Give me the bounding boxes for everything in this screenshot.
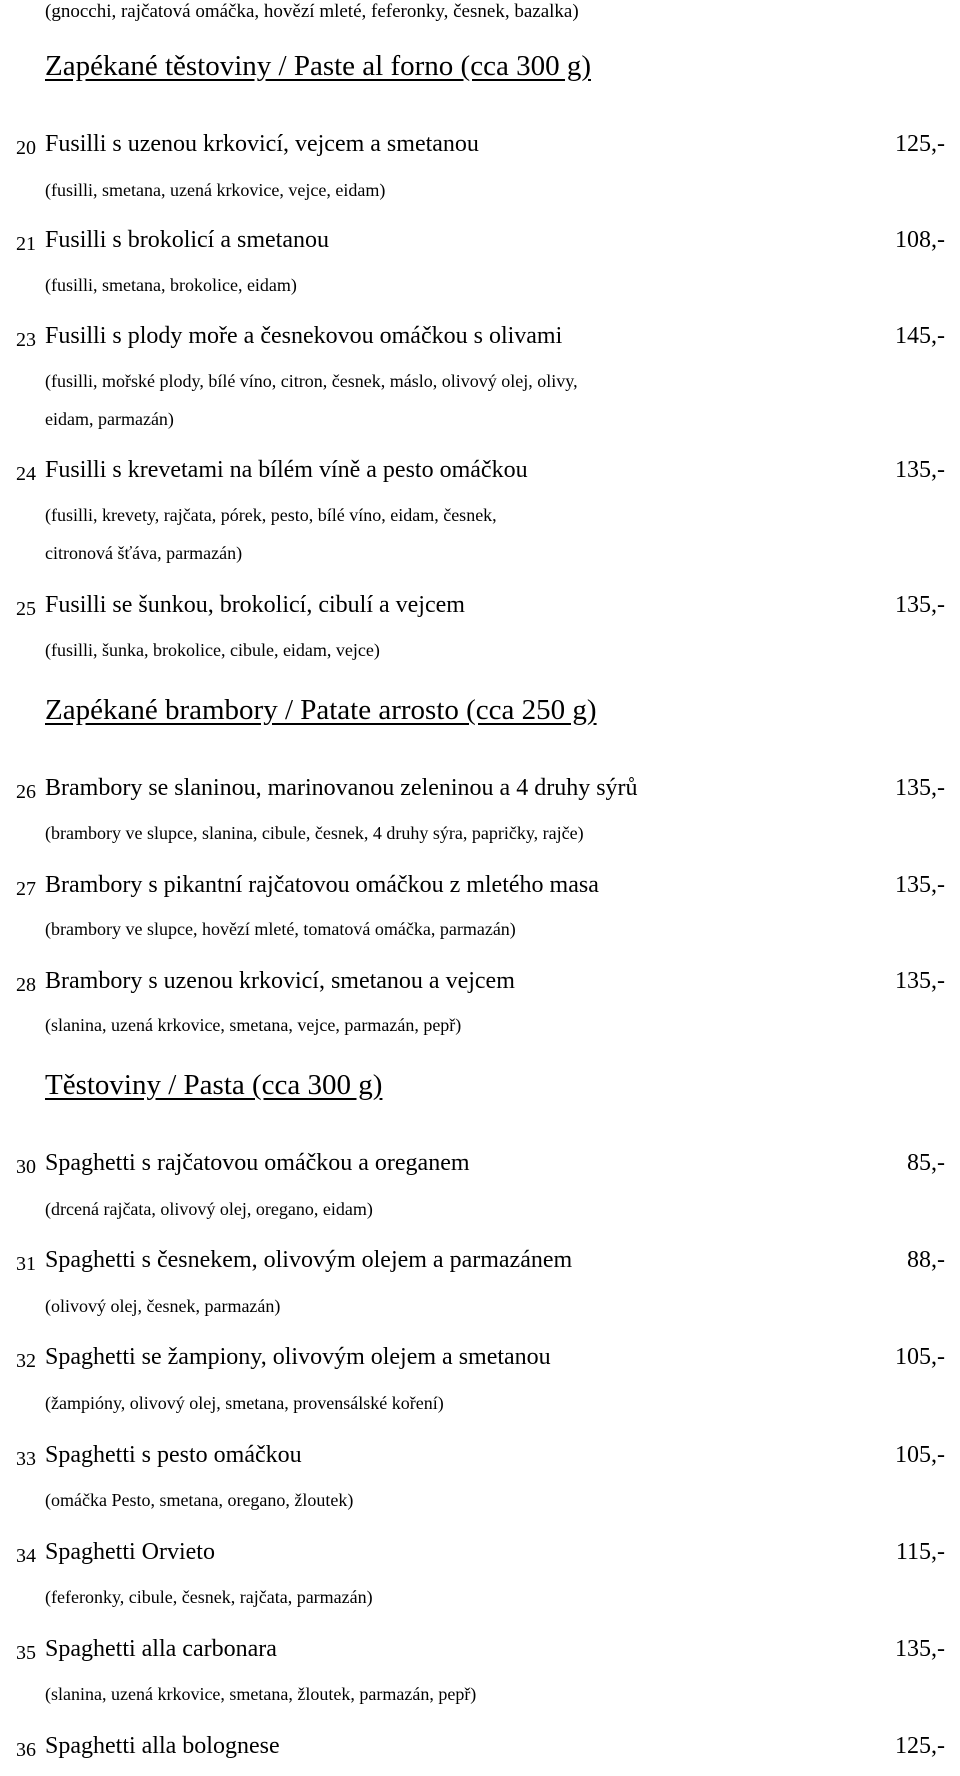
item-price: 105,- bbox=[895, 1442, 945, 1468]
item-number: 27 bbox=[16, 878, 36, 900]
item-number: 25 bbox=[16, 598, 36, 620]
item-description: (slanina, uzená krkovice, smetana, vejce, parmazán, pepř) bbox=[45, 1015, 462, 1035]
menu-item bbox=[0, 775, 960, 809]
menu-item bbox=[0, 323, 960, 357]
item-price: 105,- bbox=[895, 1344, 945, 1370]
section-title-baked-potatoes: Zapékané brambory / Patate arrosto (cca 250 g) bbox=[45, 694, 597, 726]
item-description: (brambory ve slupce, slanina, cibule, česnek, 4 druhy sýra, papričky, rajče) bbox=[45, 823, 584, 843]
item-number: 31 bbox=[16, 1253, 36, 1275]
item-price: 135,- bbox=[895, 457, 945, 483]
item-number: 21 bbox=[16, 233, 36, 255]
item-name: Spaghetti se žampiony, olivovým olejem a smetanou bbox=[45, 1344, 551, 1370]
menu-item bbox=[0, 1150, 960, 1184]
previous-item-description: (gnocchi, rajčatová omáčka, hovězí mleté, feferonky, česnek, bazalka) bbox=[45, 1, 579, 22]
item-description: (fusilli, smetana, uzená krkovice, vejce, eidam) bbox=[45, 180, 386, 200]
item-name: Brambory s pikantní rajčatovou omáčkou z mletého masa bbox=[45, 872, 599, 898]
item-price: 135,- bbox=[895, 968, 945, 994]
item-description: (drcená rajčata, olivový olej, oregano, eidam) bbox=[45, 1199, 373, 1219]
item-price: 145,- bbox=[895, 323, 945, 349]
item-description: (fusilli, mořské plody, bílé víno, citron, česnek, máslo, olivový olej, olivy, bbox=[45, 371, 578, 391]
item-name: Fusilli s brokolicí a smetanou bbox=[45, 227, 329, 253]
menu-item bbox=[0, 1636, 960, 1670]
item-price: 88,- bbox=[907, 1247, 945, 1273]
item-number: 35 bbox=[16, 1642, 36, 1664]
item-name: Brambory s uzenou krkovicí, smetanou a vejcem bbox=[45, 968, 515, 994]
item-number: 33 bbox=[16, 1448, 36, 1470]
section-title-baked-pasta: Zapékané těstoviny / Paste al forno (cca 300 g) bbox=[45, 50, 591, 82]
item-description: (fusilli, smetana, brokolice, eidam) bbox=[45, 275, 297, 295]
item-number: 30 bbox=[16, 1156, 36, 1178]
item-price: 115,- bbox=[895, 1539, 945, 1565]
item-description: (olivový olej, česnek, parmazán) bbox=[45, 1296, 281, 1316]
item-name: Spaghetti alla carbonara bbox=[45, 1636, 277, 1662]
menu-item bbox=[0, 131, 960, 165]
item-description: (fusilli, šunka, brokolice, cibule, eidam, vejce) bbox=[45, 640, 380, 660]
item-name: Spaghetti s česnekem, olivovým olejem a parmazánem bbox=[45, 1247, 573, 1273]
item-price: 135,- bbox=[895, 1636, 945, 1662]
item-description: citronová šťáva, parmazán) bbox=[45, 543, 243, 563]
item-description: (feferonky, cibule, česnek, rajčata, parmazán) bbox=[45, 1587, 373, 1607]
menu-item bbox=[0, 1442, 960, 1476]
item-price: 85,- bbox=[907, 1150, 945, 1176]
item-number: 28 bbox=[16, 974, 36, 996]
item-number: 34 bbox=[16, 1545, 36, 1567]
item-name: Fusilli s krevetami na bílém víně a pesto omáčkou bbox=[45, 457, 528, 483]
item-description: (žampióny, olivový olej, smetana, provensálské koření) bbox=[45, 1393, 444, 1413]
item-price: 135,- bbox=[895, 775, 945, 801]
item-description: eidam, parmazán) bbox=[45, 409, 174, 429]
item-price: 108,- bbox=[895, 227, 945, 253]
menu-item bbox=[0, 227, 960, 261]
menu-item bbox=[0, 1247, 960, 1281]
item-number: 23 bbox=[16, 329, 36, 351]
menu-item bbox=[0, 592, 960, 626]
item-name: Brambory se slaninou, marinovanou zeleninou a 4 druhy sýrů bbox=[45, 775, 638, 801]
item-price: 135,- bbox=[895, 872, 945, 898]
menu-item bbox=[0, 1539, 960, 1573]
item-description: (slanina, uzená krkovice, smetana, žloutek, parmazán, pepř) bbox=[45, 1684, 477, 1704]
item-number: 24 bbox=[16, 463, 36, 485]
menu-item bbox=[0, 872, 960, 906]
item-name: Spaghetti Orvieto bbox=[45, 1539, 215, 1565]
menu-item bbox=[0, 968, 960, 1002]
menu-item bbox=[0, 1733, 960, 1767]
item-price: 125,- bbox=[895, 1733, 945, 1759]
item-name: Spaghetti s rajčatovou omáčkou a oreganem bbox=[45, 1150, 470, 1176]
item-name: Fusilli se šunkou, brokolicí, cibulí a vejcem bbox=[45, 592, 465, 618]
item-description: (omáčka Pesto, smetana, oregano, žloutek) bbox=[45, 1490, 354, 1510]
item-number: 32 bbox=[16, 1350, 36, 1372]
item-name: Fusilli s plody moře a česnekovou omáčkou s olivami bbox=[45, 323, 563, 349]
item-price: 125,- bbox=[895, 131, 945, 157]
menu-item bbox=[0, 1344, 960, 1378]
item-name: Fusilli s uzenou krkovicí, vejcem a smetanou bbox=[45, 131, 479, 157]
item-number: 26 bbox=[16, 781, 36, 803]
item-description: (brambory ve slupce, hovězí mleté, tomatová omáčka, parmazán) bbox=[45, 919, 516, 939]
item-price: 135,- bbox=[895, 592, 945, 618]
item-number: 36 bbox=[16, 1739, 36, 1761]
item-number: 20 bbox=[16, 137, 36, 159]
item-description: (fusilli, krevety, rajčata, pórek, pesto, bílé víno, eidam, česnek, bbox=[45, 505, 497, 525]
menu-item bbox=[0, 457, 960, 491]
item-name: Spaghetti s pesto omáčkou bbox=[45, 1442, 302, 1468]
item-name: Spaghetti alla bolognese bbox=[45, 1733, 280, 1759]
section-title-pasta: Těstoviny / Pasta (cca 300 g) bbox=[45, 1069, 383, 1101]
